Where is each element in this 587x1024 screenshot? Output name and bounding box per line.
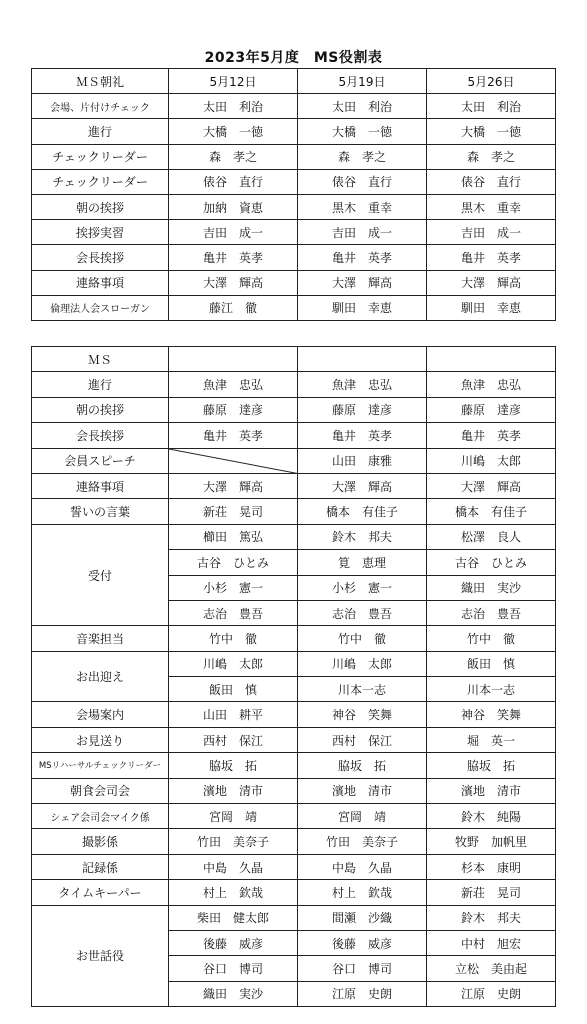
assignee-cell: 飯田 慎 bbox=[427, 651, 556, 676]
table-header-row bbox=[32, 69, 556, 94]
assignee-cell: 藤原 達彦 bbox=[169, 397, 298, 422]
page-title: 2023年5月度 MS役割表 bbox=[204, 50, 383, 66]
assignee-cell: 俵谷 直行 bbox=[169, 169, 298, 194]
assignee-cell: 織田 実沙 bbox=[427, 575, 556, 600]
header-empty-3 bbox=[427, 347, 556, 372]
role-cell: 誓いの言葉 bbox=[32, 499, 169, 524]
assignee-cell: 神谷 笑舞 bbox=[427, 702, 556, 727]
role-cell: 会員スピーチ bbox=[32, 448, 169, 473]
assignee-cell: 加納 資恵 bbox=[169, 194, 298, 219]
assignee-cell: 脇坂 拓 bbox=[169, 753, 298, 778]
assignee-cell: 中島 久晶 bbox=[169, 854, 298, 879]
table-row bbox=[32, 397, 556, 422]
role-cell: 撮影係 bbox=[32, 829, 169, 854]
table-row bbox=[32, 245, 556, 270]
assignee-cell: 魚津 忠弘 bbox=[169, 372, 298, 397]
role-cell: 倫理法人会スローガン bbox=[32, 295, 169, 320]
assignee-cell: 橋本 有佳子 bbox=[298, 499, 427, 524]
assignee-cell: 濱地 清市 bbox=[169, 778, 298, 803]
header-ms-chourei: ＭＳ朝礼 bbox=[32, 69, 169, 94]
diagonal-slash bbox=[169, 449, 297, 473]
assignee-cell: 濱地 清市 bbox=[427, 778, 556, 803]
ms-role-table bbox=[31, 346, 556, 1007]
assignee-cell: 牧野 加帆里 bbox=[427, 829, 556, 854]
assignee-cell: 杉本 康明 bbox=[427, 854, 556, 879]
assignee-cell: 志治 豊吾 bbox=[169, 600, 298, 625]
role-cell: お見送り bbox=[32, 727, 169, 752]
assignee-cell: 亀井 英孝 bbox=[427, 423, 556, 448]
assignee-cell: 中村 旭宏 bbox=[427, 930, 556, 955]
assignee-cell: 山田 耕平 bbox=[169, 702, 298, 727]
assignee-cell: 大澤 輝高 bbox=[169, 270, 298, 295]
assignee-cell: 太田 利治 bbox=[169, 94, 298, 119]
table-row bbox=[32, 905, 556, 930]
assignee-cell: 谷口 博司 bbox=[298, 956, 427, 981]
assignee-cell: 竹田 美奈子 bbox=[298, 829, 427, 854]
assignee-cell: 志治 豊吾 bbox=[298, 600, 427, 625]
assignee-cell: 亀井 英孝 bbox=[169, 423, 298, 448]
role-cell: 進行 bbox=[32, 372, 169, 397]
role-cell: タイムキーパー bbox=[32, 880, 169, 905]
assignee-cell: 筧 恵理 bbox=[298, 550, 427, 575]
role-cell: 進行 bbox=[32, 119, 169, 144]
assignee-cell: 大澤 輝高 bbox=[427, 270, 556, 295]
assignee-cell: 西村 保江 bbox=[298, 727, 427, 752]
assignee-cell: 藤原 達彦 bbox=[427, 397, 556, 422]
assignee-cell: 濱地 清市 bbox=[298, 778, 427, 803]
assignee-cell: 大澤 輝高 bbox=[169, 473, 298, 498]
assignee-cell: 立松 美由起 bbox=[427, 956, 556, 981]
assignee-cell: 太田 利治 bbox=[298, 94, 427, 119]
assignee-cell: 後藤 威彦 bbox=[298, 930, 427, 955]
assignee-cell: 櫛田 篤弘 bbox=[169, 524, 298, 549]
header-empty-2 bbox=[298, 347, 427, 372]
assignee-cell: 太田 利治 bbox=[427, 94, 556, 119]
assignee-cell: 黒木 重幸 bbox=[298, 194, 427, 219]
assignee-cell: 後藤 威彦 bbox=[169, 930, 298, 955]
role-cell: お世話役 bbox=[32, 905, 169, 1007]
assignee-cell: 小杉 憲一 bbox=[169, 575, 298, 600]
role-cell: お出迎え bbox=[32, 651, 169, 702]
role-cell: 受付 bbox=[32, 524, 169, 626]
assignee-cell: 森 孝之 bbox=[427, 144, 556, 169]
header-ms: ＭＳ bbox=[32, 347, 169, 372]
assignee-cell: 俵谷 直行 bbox=[427, 169, 556, 194]
table-row bbox=[32, 423, 556, 448]
table-header-row bbox=[32, 347, 556, 372]
assignee-cell: 吉田 成一 bbox=[169, 220, 298, 245]
assignee-cell: 織田 実沙 bbox=[169, 981, 298, 1006]
assignee-cell: 神谷 笑舞 bbox=[298, 702, 427, 727]
role-cell: 会場案内 bbox=[32, 702, 169, 727]
assignee-cell: 川嶋 太郎 bbox=[427, 448, 556, 473]
role-cell: 朝食会司会 bbox=[32, 778, 169, 803]
assignee-cell: 竹田 美奈子 bbox=[169, 829, 298, 854]
assignee-cell: 宮岡 靖 bbox=[298, 804, 427, 829]
table-row bbox=[32, 626, 556, 651]
table-row bbox=[32, 119, 556, 144]
assignee-cell: 谷口 博司 bbox=[169, 956, 298, 981]
assignee-cell: 川嶋 太郎 bbox=[169, 651, 298, 676]
assignee-cell: 大澤 輝高 bbox=[427, 473, 556, 498]
assignee-cell: 飯田 慎 bbox=[169, 677, 298, 702]
role-cell: 音楽担当 bbox=[32, 626, 169, 651]
role-cell: 会長挨拶 bbox=[32, 245, 169, 270]
table-row bbox=[32, 499, 556, 524]
assignee-cell: 小杉 憲一 bbox=[298, 575, 427, 600]
assignee-cell: 脇坂 拓 bbox=[298, 753, 427, 778]
assignee-cell: 橋本 有佳子 bbox=[427, 499, 556, 524]
role-cell: MSリハーサルチェックリーダー bbox=[32, 753, 169, 778]
assignee-cell: 鈴木 純陽 bbox=[427, 804, 556, 829]
table-row bbox=[32, 295, 556, 320]
table-row bbox=[32, 778, 556, 803]
table-row bbox=[32, 651, 556, 676]
assignee-cell: 堀 英一 bbox=[427, 727, 556, 752]
assignee-cell: 藤原 達彦 bbox=[298, 397, 427, 422]
assignee-cell: 俵谷 直行 bbox=[298, 169, 427, 194]
table-row bbox=[32, 473, 556, 498]
table-row bbox=[32, 804, 556, 829]
role-cell: 会場、片付けチェック bbox=[32, 94, 169, 119]
role-cell: 挨拶実習 bbox=[32, 220, 169, 245]
table-row bbox=[32, 94, 556, 119]
assignee-cell: 魚津 忠弘 bbox=[427, 372, 556, 397]
assignee-cell: 西村 保江 bbox=[169, 727, 298, 752]
role-cell: シェア会司会マイク係 bbox=[32, 804, 169, 829]
table-row bbox=[32, 220, 556, 245]
assignee-cell: 魚津 忠弘 bbox=[298, 372, 427, 397]
assignee-cell: 馴田 幸恵 bbox=[427, 295, 556, 320]
assignee-cell: 竹中 徹 bbox=[298, 626, 427, 651]
assignee-cell: 新荘 晃司 bbox=[427, 880, 556, 905]
header-empty-1 bbox=[169, 347, 298, 372]
assignee-cell: 江原 史朗 bbox=[427, 981, 556, 1006]
table-row bbox=[32, 753, 556, 778]
table-row bbox=[32, 880, 556, 905]
assignee-cell: 吉田 成一 bbox=[427, 220, 556, 245]
table-row bbox=[32, 524, 556, 549]
assignee-cell: 松澤 良人 bbox=[427, 524, 556, 549]
role-cell: 朝の挨拶 bbox=[32, 194, 169, 219]
assignee-cell: 新荘 晃司 bbox=[169, 499, 298, 524]
assignee-cell: 脇坂 拓 bbox=[427, 753, 556, 778]
header-date-2: 5月19日 bbox=[298, 69, 427, 94]
role-cell: 連絡事項 bbox=[32, 473, 169, 498]
role-cell: 連絡事項 bbox=[32, 270, 169, 295]
assignee-cell: 古谷 ひとみ bbox=[169, 550, 298, 575]
table-row bbox=[32, 194, 556, 219]
role-cell: チェックリーダー bbox=[32, 169, 169, 194]
table-row bbox=[32, 448, 556, 473]
role-cell: チェックリーダー bbox=[32, 144, 169, 169]
assignee-cell: 大橋 一徳 bbox=[427, 119, 556, 144]
assignee-cell: 大澤 輝高 bbox=[298, 270, 427, 295]
header-date-3: 5月26日 bbox=[427, 69, 556, 94]
assignee-cell: 馴田 幸恵 bbox=[298, 295, 427, 320]
assignee-cell: 志治 豊吾 bbox=[427, 600, 556, 625]
table2-body bbox=[32, 347, 556, 1007]
assignee-cell: 黒木 重幸 bbox=[427, 194, 556, 219]
assignee-cell: 亀井 英孝 bbox=[298, 423, 427, 448]
header-date-1: 5月12日 bbox=[169, 69, 298, 94]
table-row bbox=[32, 372, 556, 397]
assignee-cell: 鈴木 邦夫 bbox=[298, 524, 427, 549]
assignee-cell: 大橋 一徳 bbox=[169, 119, 298, 144]
table-row bbox=[32, 829, 556, 854]
assignee-cell: 村上 欽哉 bbox=[169, 880, 298, 905]
assignee-cell: 川嶋 太郎 bbox=[298, 651, 427, 676]
assignee-cell: 森 孝之 bbox=[169, 144, 298, 169]
assignee-cell: 柴田 健太郎 bbox=[169, 905, 298, 930]
assignee-cell: 亀井 英孝 bbox=[169, 245, 298, 270]
table-row bbox=[32, 702, 556, 727]
table-row bbox=[32, 727, 556, 752]
assignee-cell: 藤江 徹 bbox=[169, 295, 298, 320]
assignee-cell: 森 孝之 bbox=[298, 144, 427, 169]
assignee-cell: 大橋 一徳 bbox=[298, 119, 427, 144]
assignee-cell: 亀井 英孝 bbox=[427, 245, 556, 270]
assignee-cell: 川本一志 bbox=[427, 677, 556, 702]
assignee-cell: 山田 康雅 bbox=[298, 448, 427, 473]
assignee-cell: 間瀬 沙織 bbox=[298, 905, 427, 930]
assignee-cell: 竹中 徹 bbox=[169, 626, 298, 651]
assignee-cell: 大澤 輝高 bbox=[298, 473, 427, 498]
empty-slash-cell bbox=[169, 448, 298, 473]
ms-morning-assembly-table bbox=[31, 68, 556, 321]
table-row bbox=[32, 144, 556, 169]
assignee-cell: 村上 欽哉 bbox=[298, 880, 427, 905]
table-row bbox=[32, 169, 556, 194]
table1-body bbox=[32, 69, 556, 321]
role-cell: 朝の挨拶 bbox=[32, 397, 169, 422]
table-row bbox=[32, 854, 556, 879]
assignee-cell: 古谷 ひとみ bbox=[427, 550, 556, 575]
assignee-cell: 川本一志 bbox=[298, 677, 427, 702]
role-cell: 記録係 bbox=[32, 854, 169, 879]
table-row bbox=[32, 270, 556, 295]
assignee-cell: 鈴木 邦夫 bbox=[427, 905, 556, 930]
assignee-cell: 宮岡 靖 bbox=[169, 804, 298, 829]
assignee-cell: 中島 久晶 bbox=[298, 854, 427, 879]
assignee-cell: 竹中 徹 bbox=[427, 626, 556, 651]
assignee-cell: 亀井 英孝 bbox=[298, 245, 427, 270]
assignee-cell: 江原 史朗 bbox=[298, 981, 427, 1006]
assignee-cell: 吉田 成一 bbox=[298, 220, 427, 245]
role-cell: 会長挨拶 bbox=[32, 423, 169, 448]
